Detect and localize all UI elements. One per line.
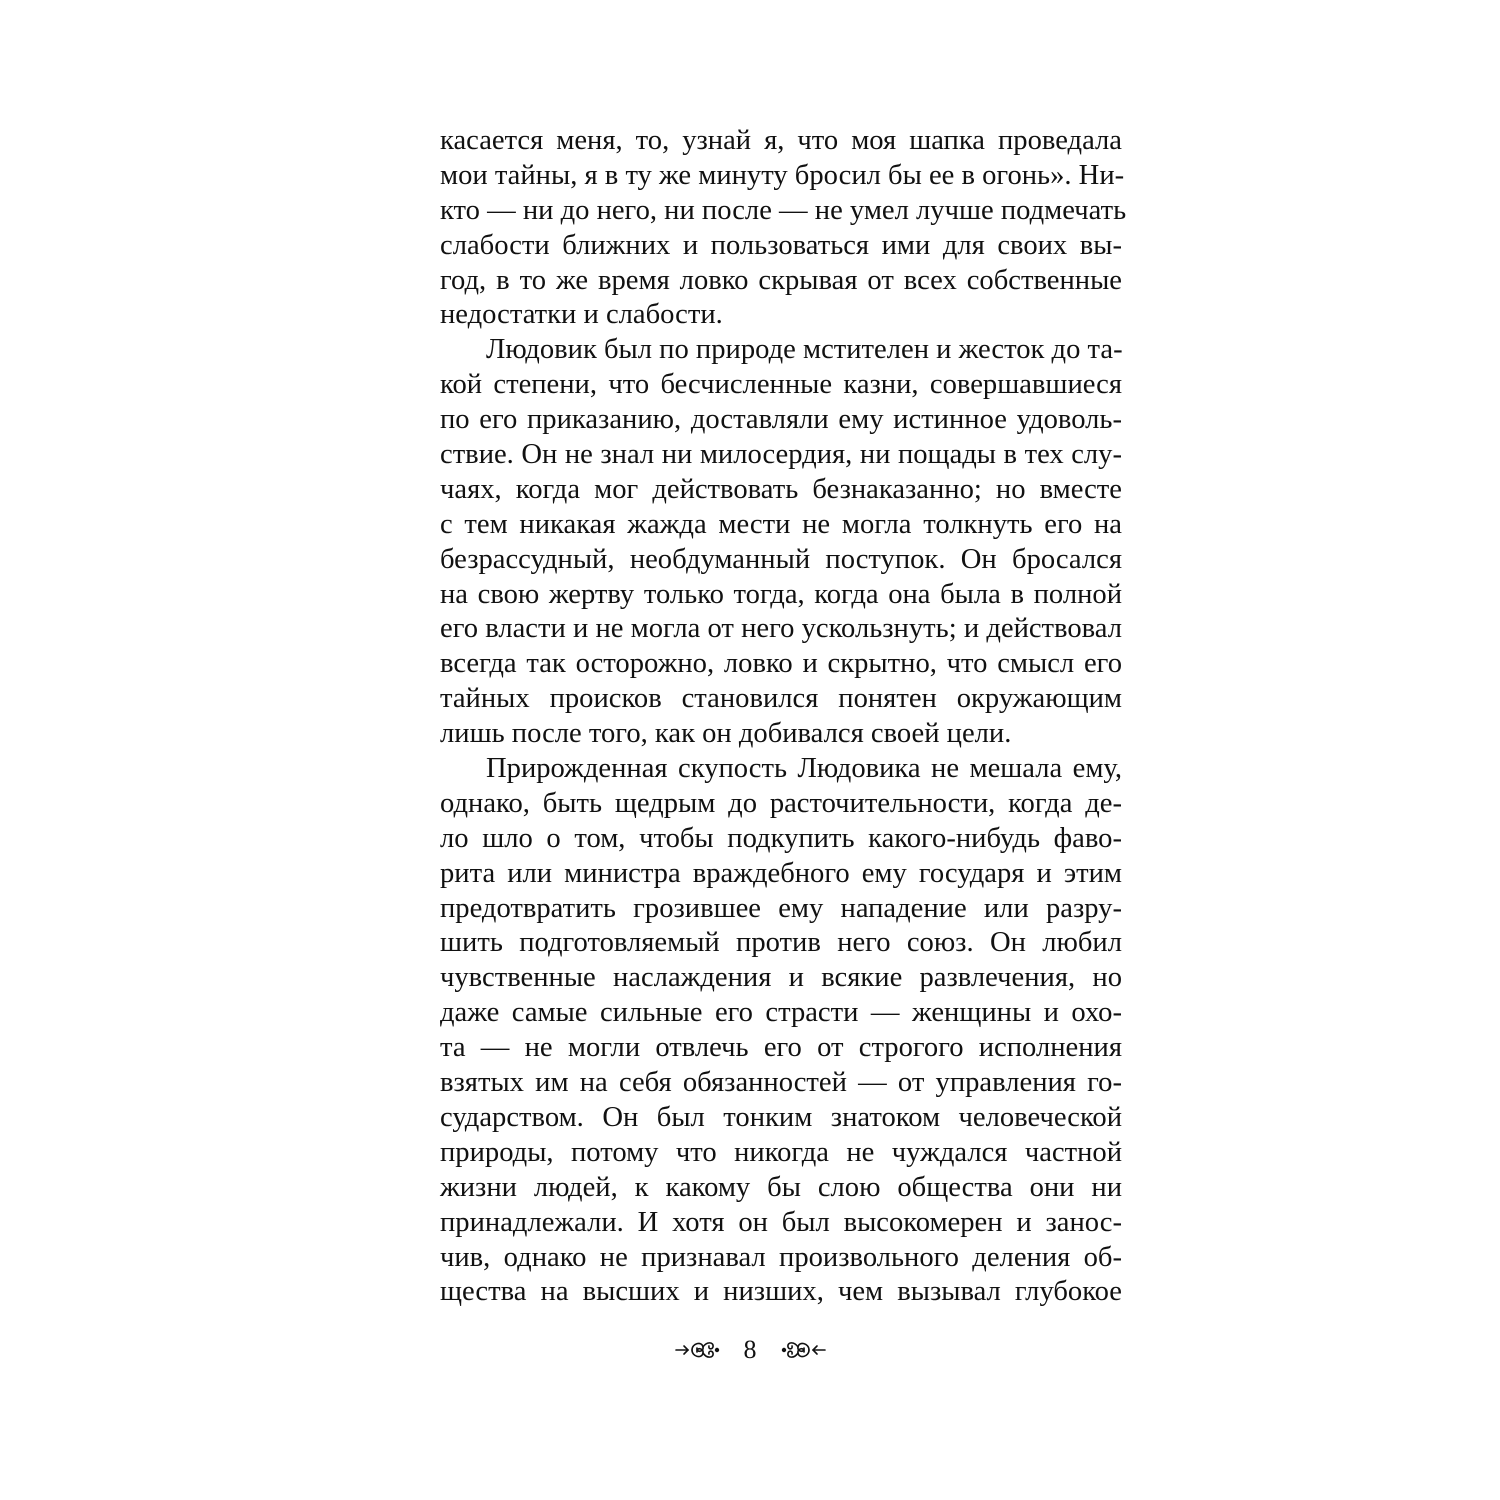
text-line: ствие. Он не знал ни милосердия, ни пощады в тех слу- (440, 439, 1122, 471)
text-line: всегда так осторожно, ловко и скрытно, что смысл его (440, 648, 1122, 680)
text-line: чив, однако не признавал произвольного деления об- (440, 1241, 1122, 1273)
text-line: на свою жертву только тогда, когда она была в полной (440, 578, 1122, 610)
text-line: природы, потому что никогда не чуждался частной (440, 1136, 1122, 1168)
right-flourish-icon (779, 1335, 827, 1365)
text-line: однако, быть щедрым до расточительности, когда де- (440, 787, 1122, 819)
text-line: чаях, когда мог действовать безнаказанно; но вместе (440, 473, 1122, 505)
text-line: чувственные наслаждения и всякие развлечения, но (440, 962, 1122, 994)
text-line: недостатки и слабости. (440, 299, 723, 331)
text-line: шить подготовляемый против него союз. Он любил (440, 927, 1122, 959)
text-line: кто — ни до него, ни после — не умел лучше подмечать (440, 194, 1127, 226)
text-line: лишь после того, как он добивался своей цели. (440, 718, 1012, 750)
text-line: жизни людей, к какому бы слою общества они ни (440, 1171, 1122, 1203)
text-line: даже самые сильные его страсти — женщины и охо- (440, 997, 1122, 1029)
text-line: безрассудный, необдуманный поступок. Он бросался (440, 543, 1122, 575)
text-line: его власти и не могла от него ускользнуть; и действовал (440, 613, 1122, 645)
text-line: ло шло о том, чтобы подкупить какого-нибудь фаво- (440, 822, 1122, 854)
page-number: 8 (743, 1335, 757, 1364)
text-line: рита или министра враждебного ему государя и этим (440, 857, 1122, 889)
text-line: касается меня, то, узнай я, что моя шапка проведала (440, 125, 1122, 156)
text-line: принадлежали. И хотя он был высокомерен и занос- (440, 1206, 1122, 1238)
text-line: тайных происков становился понятен окружающим (440, 683, 1122, 715)
text-line: сударством. Он был тонким знатоком человеческой (440, 1101, 1122, 1133)
body-text (440, 124, 1127, 1310)
text-line: по его приказанию, доставляли ему истинное удоволь- (440, 404, 1122, 436)
text-line: мои тайны, я в ту же минуту бросил бы ее в огонь». Ни- (440, 159, 1125, 191)
text-line: кой степени, что бесчисленные казни, совершавшиеся (440, 369, 1122, 401)
text-line: предотвратить грозившее ему нападение или разру- (440, 892, 1122, 924)
text-line: Людовик был по природе мстителен и жесток до та- (486, 334, 1123, 366)
text-line: Прирожденная скупость Людовика не мешала ему, (486, 753, 1122, 785)
text-line: с тем никакая жажда мести не могла толкнуть его на (440, 508, 1122, 540)
left-flourish-icon (674, 1335, 722, 1365)
text-line: слабости ближних и пользоваться ими для своих вы- (440, 229, 1122, 261)
text-line: год, в то же время ловко скрывая от всех собственные (440, 264, 1122, 296)
page-footer (0, 1330, 1500, 1370)
text-line: щества на высших и низших, чем вызывал глубокое (440, 1276, 1122, 1308)
text-line: взятых им на себя обязанностей — от управления го- (440, 1067, 1122, 1099)
text-line: та — не могли отвлечь его от строгого исполнения (440, 1032, 1122, 1064)
